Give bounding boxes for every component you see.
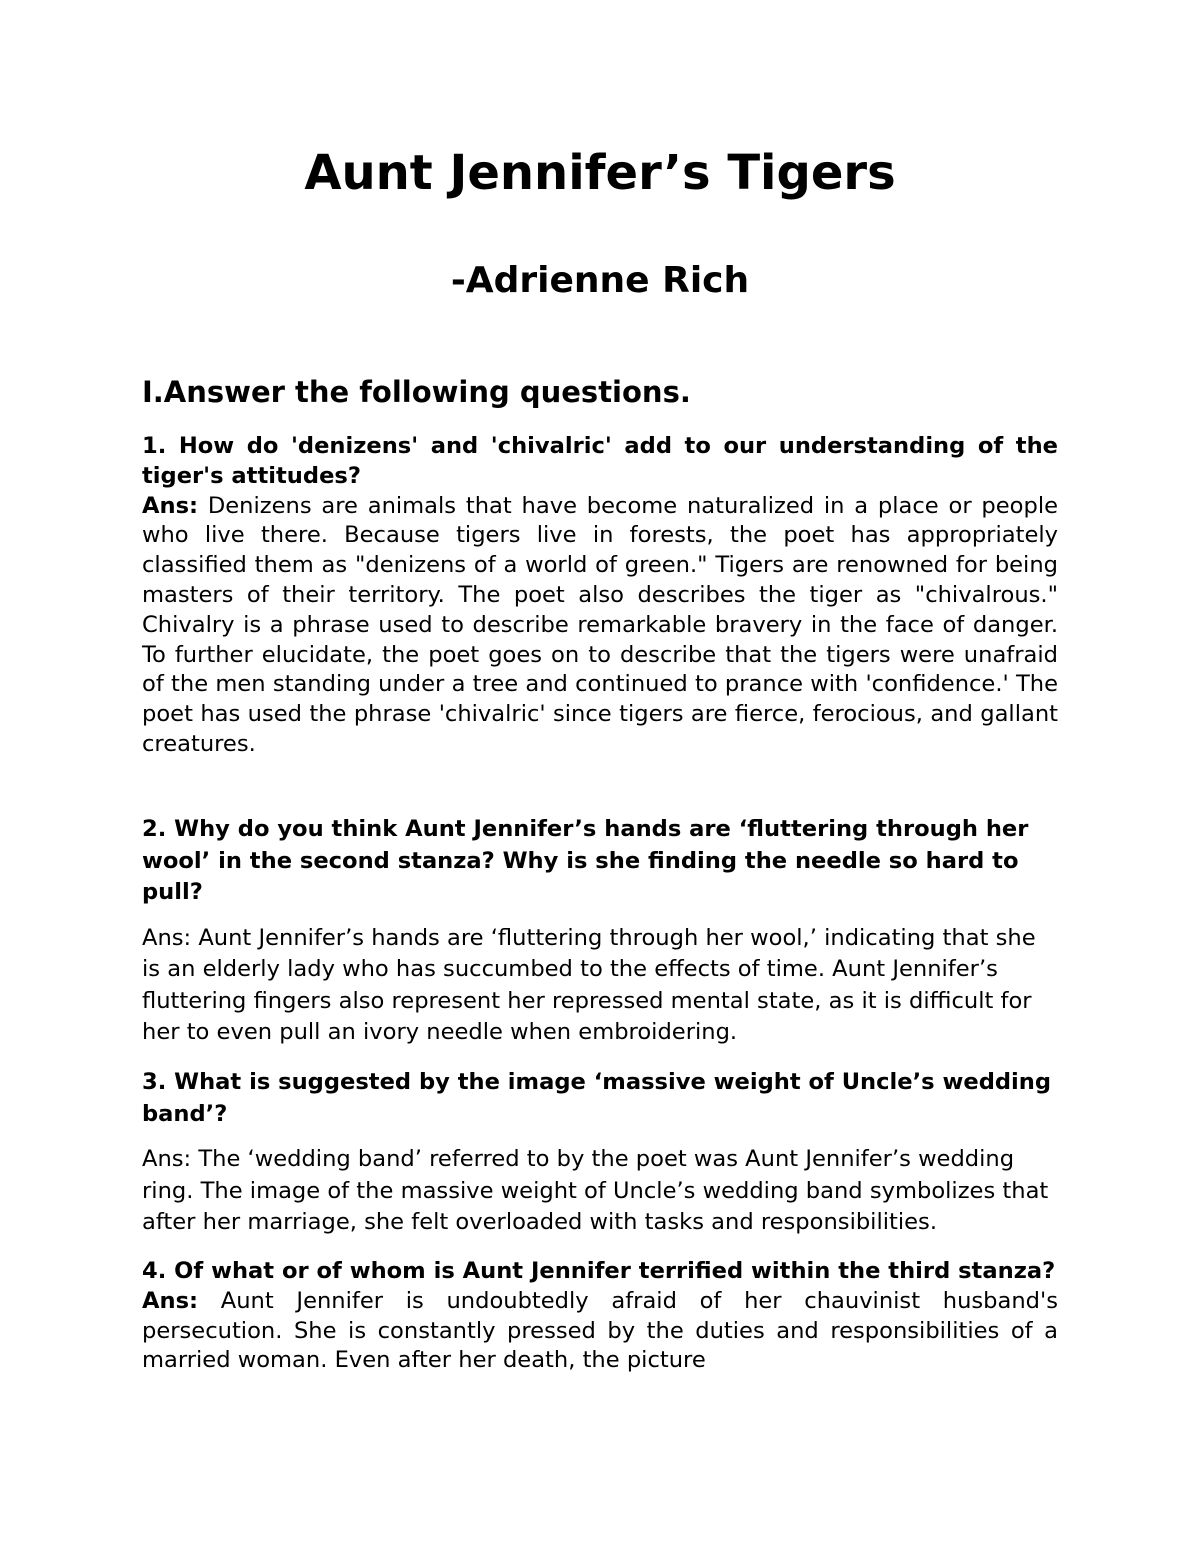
question-1: 1. How do 'denizens' and 'chivalric' add to our understanding of the tiger's attitudes? [142,433,1058,489]
answer-4 [142,1287,1058,1376]
answer-1 [142,492,1058,760]
document-title: Aunt Jennifer’s Tigers [304,145,896,201]
question-4: 4. Of what or of whom is Aunt Jennifer terrified within the third stanza? [142,1258,1056,1284]
answer-3: Ans: The ‘wedding band’ referred to by the poet was Aunt Jennifer’s wedding ring. The image of the massive weight of Uncle’s wedding band symbolizes that after her marriage, she felt overloaded with tasks and responsibilities. [142,1146,1049,1235]
qa-item-1 [142,432,1058,760]
qa-item-3 [142,1067,1058,1239]
answer-text-4: Aunt Jennifer is undoubtedly afraid of her chauvinist husband's persecution. She is constantly pressed by the duties and responsibilities of a married woman. Even after her death, the picture [142,1287,1058,1374]
document-author: -Adrienne Rich [450,260,750,301]
section-heading: I.Answer the following questions. [142,375,691,409]
question-2: 2. Why do you think Aunt Jennifer’s hands are ‘fluttering through her wool’ in the second stanza? Why is she finding the needle so hard to pull? [142,816,1029,905]
question-3: 3. What is suggested by the image ‘massive weight of Uncle’s wedding band’? [142,1069,1052,1127]
qa-item-2 [142,814,1058,1049]
answer-text-1: Denizens are animals that have become naturalized in a place or people who live there. Because tigers live in forests, the poet has appropriately classified them as "denizens of a world of green." Tigers are renowned for being masters of their territory. The poet also describes the tiger as "chivalrous." Chivalry is a phrase used to describe remarkable bravery in the face of danger. To further elucidate, the poet goes on to describe that the tigers were unafraid of the men standing under a tree and continued to prance with 'confidence.' The poet has used the phrase 'chivalric' since tigers are fierce, ferocious, and gallant creatures. [142,492,1058,757]
answer-label-1: Ans: [142,492,199,519]
answer-2: Ans: Aunt Jennifer’s hands are ‘fluttering through her wool,’ indicating that she is an elderly lady who has succumbed to the effects of time. Aunt Jennifer’s fluttering fingers also represent her repressed mental state, as it is difficult for her to even pull an ivory needle when embroidering. [142,924,1036,1045]
qa-item-4 [142,1257,1058,1376]
answer-label-4: Ans: [142,1287,199,1314]
